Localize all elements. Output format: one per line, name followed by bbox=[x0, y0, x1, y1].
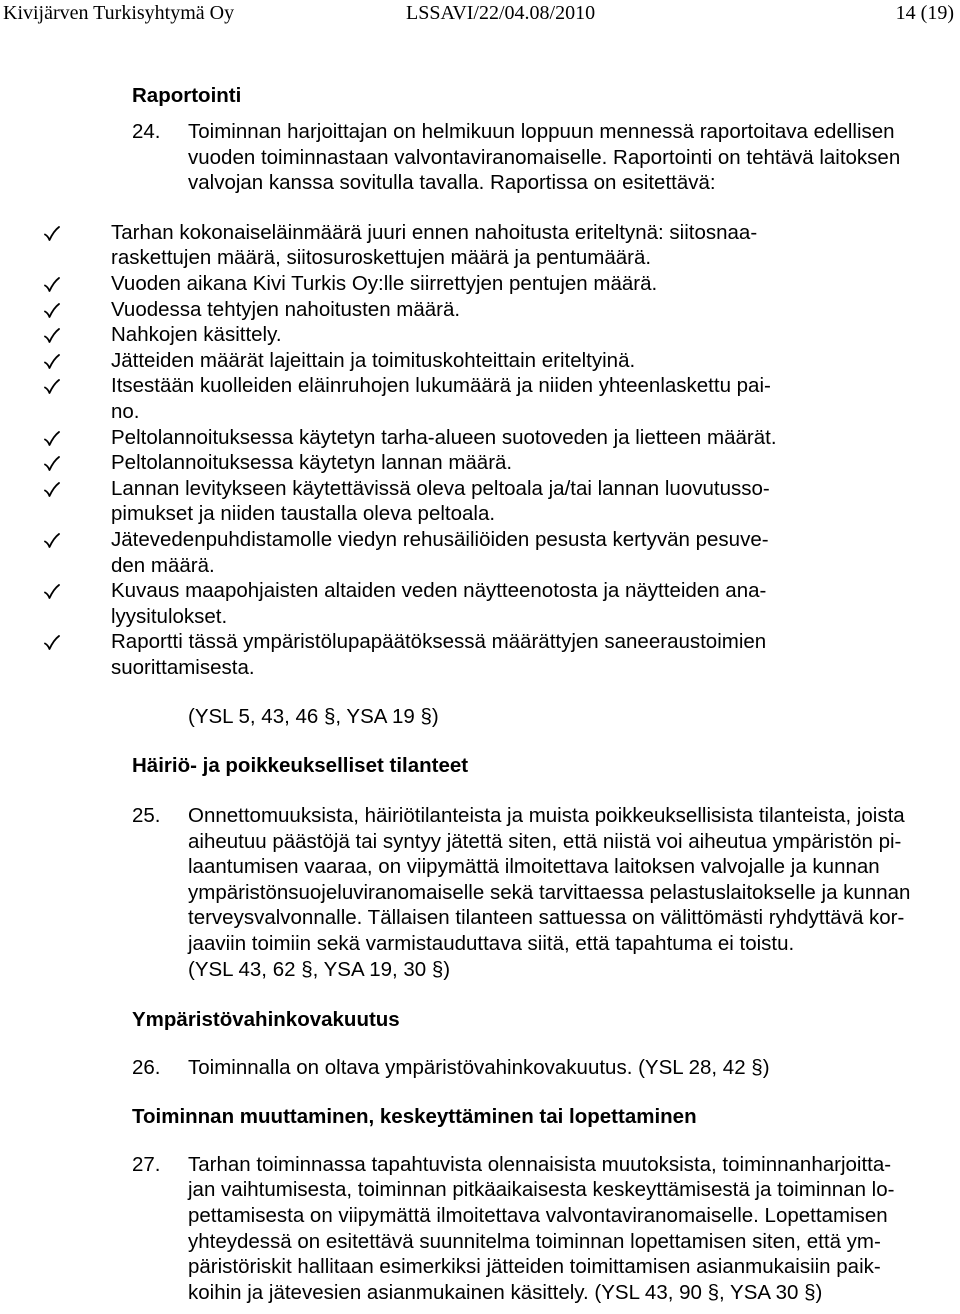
checklist-item bbox=[0, 322, 952, 348]
paragraph-line: pettamisesta on viipymättä ilmoitettava valvontaviranomaiselle. Lopettamisen bbox=[188, 1204, 888, 1227]
checklist-item bbox=[0, 297, 952, 323]
checklist-text: Nahkojen käsittely. bbox=[111, 323, 282, 347]
paragraph-27 bbox=[132, 1152, 952, 1306]
checklist-item bbox=[0, 220, 952, 271]
paragraph-25 bbox=[132, 803, 952, 982]
checkmark-icon bbox=[0, 348, 111, 374]
paragraph-line: valvojan kanssa sovitulla tavalla. Raportissa on esitettävä: bbox=[188, 171, 716, 195]
checkmark-icon bbox=[0, 297, 111, 323]
checkmark-icon bbox=[0, 425, 111, 451]
checklist-text: Itsestään kuolleiden eläinruhojen lukumäärä ja niiden yhteenlaskettu pai- bbox=[111, 374, 771, 398]
checkmark-icon bbox=[0, 527, 111, 578]
paragraph-line: päristöriskit hallitaan esimerkiksi jätteiden toimittamisen asianmukaisiin paik- bbox=[188, 1255, 881, 1279]
checklist-text: Vuoden aikana Kivi Turkis Oy:lle siirrettyjen pentujen määrä. bbox=[111, 271, 658, 295]
checkmark-icon bbox=[0, 322, 111, 348]
checkmark-icon bbox=[0, 476, 111, 527]
checklist-text: pimukset ja niiden taustalla oleva peltoala. bbox=[111, 502, 496, 526]
checklist-text: raskettujen määrä, siitosuroskettujen määrä ja pentumäärä. bbox=[111, 246, 652, 270]
paragraph-number: 26. bbox=[132, 1056, 161, 1080]
paragraph-line: terveysvalvonnalle. Tällaisen tilanteen sattuessa on välittömästi ryhdyttävä kor- bbox=[188, 906, 905, 930]
checklist-item bbox=[0, 578, 952, 629]
checklist-item bbox=[0, 450, 952, 476]
checklist-text: Jätteiden määrät lajeittain ja toimituskohteittain eriteltyinä. bbox=[111, 348, 636, 372]
checklist-text: Jätevedenpuhdistamolle viedyn rehusäiliöiden pesusta kertyvän pesuve- bbox=[111, 527, 769, 551]
paragraph-number: 25. bbox=[132, 804, 161, 828]
paragraph-line: aiheutuu päästöjä tai syntyy jätettä siten, että niistä voi aiheutua ympäristön pi- bbox=[188, 829, 902, 853]
checklist-item bbox=[0, 271, 952, 297]
checklist-text: Lannan levitykseen käytettävissä oleva peltoala ja/tai lannan luovutusso- bbox=[111, 476, 770, 500]
paragraph-line: ympäristönsuojeluviranomaiselle sekä tarvittaessa pelastuslaitokselle ja kunnan bbox=[188, 880, 911, 904]
checkmark-icon bbox=[0, 373, 111, 424]
checkmark-icon bbox=[0, 220, 111, 271]
checklist-item bbox=[0, 629, 952, 680]
document-body bbox=[111, 82, 952, 1305]
paragraph-line: Toiminnalla on oltava ympäristövahinkovakuutus. (YSL 28, 42 §) bbox=[188, 1056, 770, 1080]
header-reference: LSSAVI/22/04.08/2010 bbox=[406, 2, 596, 24]
paragraph-number: 27. bbox=[132, 1152, 161, 1176]
paragraph-line: Onnettomuuksista, häiriötilanteista ja muista poikkeuksellisista tilanteista, joista bbox=[188, 804, 905, 828]
checklist-text: Kuvaus maapohjaisten altaiden veden näytteenotosta ja näytteiden ana- bbox=[111, 579, 767, 603]
checklist-item bbox=[0, 348, 952, 374]
legal-reference: (YSL 5, 43, 46 §, YSA 19 §) bbox=[188, 705, 439, 729]
checklist-text: den määrä. bbox=[111, 553, 215, 577]
header-page-number: 14 (19) bbox=[895, 2, 954, 24]
checkmark-icon bbox=[0, 450, 111, 476]
section-title-raportointi: Raportointi bbox=[132, 84, 242, 107]
paragraph-line: jan vaihtumisesta, toiminnan pitkäaikaisesta keskeyttämisestä ja toiminnan lo- bbox=[188, 1178, 895, 1202]
paragraph-24 bbox=[132, 119, 952, 196]
checkmark-icon bbox=[0, 271, 111, 297]
report-checklist bbox=[0, 220, 952, 681]
paragraph-line: (YSL 43, 62 §, YSA 19, 30 §) bbox=[188, 957, 451, 981]
checklist-text: suorittamisesta. bbox=[111, 655, 255, 679]
checklist-text: Peltolannoituksessa käytetyn lannan määrä. bbox=[111, 451, 513, 475]
checklist-text: Raportti tässä ympäristölupapäätöksessä määrättyjen saneeraustoimien bbox=[111, 630, 767, 654]
paragraph-line: Toiminnan harjoittajan on helmikuun loppuun mennessä raportoitava edellisen bbox=[188, 120, 895, 143]
checklist-item bbox=[0, 476, 952, 527]
checklist-text: lyysitulokset. bbox=[111, 604, 228, 628]
checkmark-icon bbox=[0, 578, 111, 629]
paragraph-line: laantumisen vaaraa, on viipymättä ilmoitettava laitoksen valvojalle ja kunnan bbox=[188, 855, 880, 879]
checklist-item bbox=[0, 425, 952, 451]
checkmark-icon bbox=[0, 629, 111, 680]
paragraph-line: vuoden toiminnastaan valvontaviranomaiselle. Raportointi on tehtävä laitoksen bbox=[188, 145, 901, 169]
section-title-hairio: Häiriö- ja poikkeukselliset tilanteet bbox=[132, 754, 469, 778]
paragraph-26 bbox=[132, 1055, 952, 1081]
checklist-text: no. bbox=[111, 399, 140, 423]
section-title-vakuutus: Ympäristövahinkovakuutus bbox=[132, 1008, 400, 1032]
paragraph-number: 24. bbox=[132, 120, 161, 143]
checklist-text: Tarhan kokonaiseläinmäärä juuri ennen nahoitusta eriteltynä: siitosnaa- bbox=[111, 220, 758, 244]
page-header bbox=[0, 0, 960, 26]
header-company: Kivijärven Turkisyhtymä Oy bbox=[3, 2, 235, 24]
paragraph-line: jaaviin toimiin sekä varmistauduttava siitä, että tapahtuma ei toistu. bbox=[188, 932, 795, 956]
paragraph-line: yhteydessä on esitettävä suunnitelma toiminnan lopettamisen siten, että ym- bbox=[188, 1229, 881, 1253]
paragraph-line: Tarhan toiminnassa tapahtuvista olennaisista muutoksista, toiminnanharjoitta- bbox=[188, 1152, 892, 1176]
section-title-muuttaminen: Toiminnan muuttaminen, keskeyttäminen tai lopettaminen bbox=[132, 1104, 697, 1128]
checklist-item bbox=[0, 373, 952, 424]
checklist-item bbox=[0, 527, 952, 578]
checklist-text: Peltolannoituksessa käytetyn tarha-alueen suotoveden ja lietteen määrät. bbox=[111, 425, 777, 449]
checklist-text: Vuodessa tehtyjen nahoitusten määrä. bbox=[111, 297, 461, 321]
paragraph-line: koihin ja jätevesien asianmukainen käsittely. (YSL 43, 90 §, YSA 30 §) bbox=[188, 1280, 823, 1304]
